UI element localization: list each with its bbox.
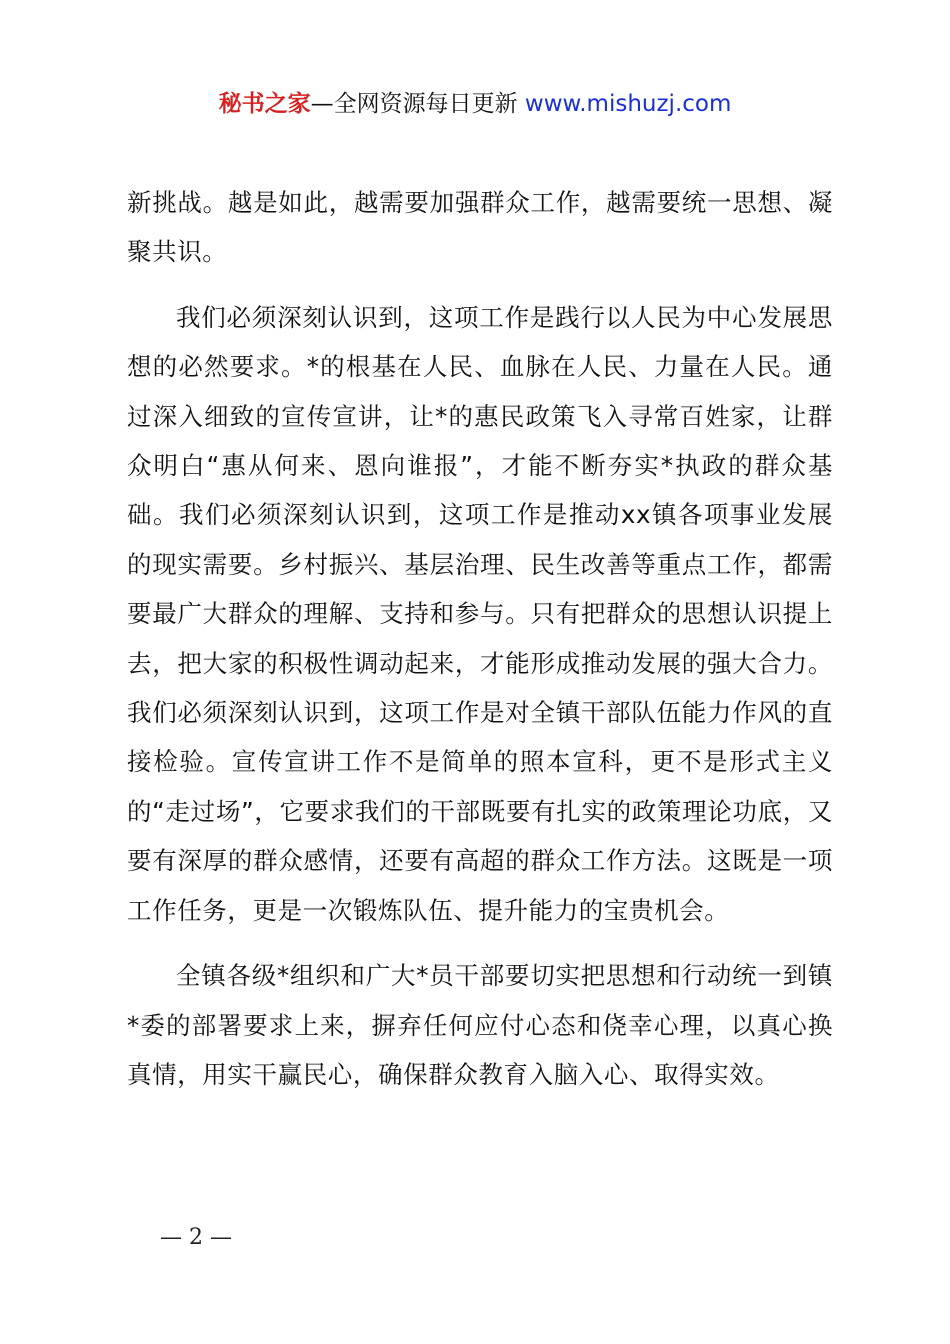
paragraph-requirements: 我们必须深刻认识到，这项工作是践行以人民为中心发展思想的必然要求。*的根基在人民、血脉在人民、力量在人民。通过深入细致的宣传宣讲，让*的惠民政策飞入寻常百姓家，让群众明白“惠从何来、恩向谁报”，才能不断夯实*执政的群众基础。我们必须深刻认识到，这项工作是推动xx镇各项事业发展的现实需要。乡村振兴、基层治理、民生改善等重点工作，都需要最广大群众的理解、支持和参与。只有把群众的思想认识提上去，把大家的积极性调动起来，才能形成推动发展的强大合力。我们必须深刻认识到，这项工作是对全镇干部队伍能力作风的直接检验。宣传宣讲工作不是简单的照本宣科，更不是形式主义的“走过场”，它要求我们的干部既要有扎实的政策理论功底，又要有深厚的群众感情，还要有高超的群众工作方法。这既是一项工作任务，更是一次锻炼队伍、提升能力的宝贵机会。 xyxy=(127,302,833,925)
site-url: www.mishuzj.com xyxy=(524,91,732,117)
site-brand: 秘书之家 xyxy=(218,91,311,117)
document-body xyxy=(127,178,833,1099)
page-header xyxy=(0,84,950,124)
site-tagline: —全网资源每日更新 xyxy=(310,91,525,117)
paragraph-continued: 新挑战。越是如此，越需要加强群众工作，越需要统一思想、凝聚共识。 xyxy=(127,188,833,267)
paragraph-conclusion: 全镇各级*组织和广大*员干部要切实把思想和行动统一到镇*委的部署要求上来，摒弃任何应付心态和侥幸心理，以真心换真情，用实干赢民心，确保群众教育入脑入心、取得实效。 xyxy=(127,961,833,1089)
page-number: — 2 — xyxy=(160,1225,232,1250)
